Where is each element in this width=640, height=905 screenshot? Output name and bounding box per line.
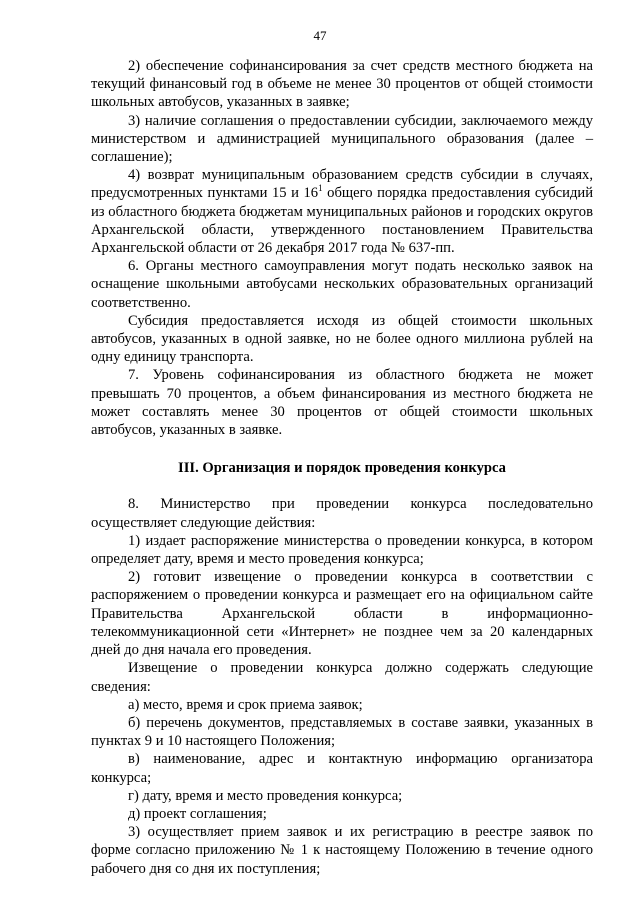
paragraph-ministry-actions: 8. Министерство при проведении конкурса последовательно осуществляет следующие действия: <box>91 496 593 531</box>
paragraph-subsidy-return-text-b: общего порядка предоставления субсидий из областного бюджета бюджетам муниципальных районов и городских округов Архангельской области, утвержденного постановлением Правительства Архангельской области от 26 декабря 2017 года № 637-пп. <box>91 185 594 257</box>
paragraph-subsidy-return-text-a: 4) возврат муниципальным образованием средств субсидии в случаях, предусмотренных пунктами 15 и 16 <box>91 167 593 202</box>
paragraph-subsidy-return <box>91 166 593 257</box>
list-item-b: б) перечень документов, представляемых в составе заявки, указанных в пунктах 9 и 10 настоящего Положения; <box>91 714 593 750</box>
paragraph-notice-contents: Извещение о проведении конкурса должно содержать следующие сведения: <box>91 660 593 695</box>
paragraph-agreement: 3) наличие соглашения о предоставлении субсидии, заключаемого между министерством и администрацией муниципального образования (далее – соглашение); <box>91 112 593 166</box>
paragraph-cofinancing-level: 7. Уровень софинансирования из областного бюджета не может превышать 70 процентов, а объем финансирования из местного бюджета не может составлять менее 30 процентов от общей стоимости школьных автобусов, указанных в заявке. <box>91 367 593 439</box>
footnote-superscript: 1 <box>318 183 323 194</box>
list-item-g: г) дату, время и место проведения конкурса; <box>128 787 403 804</box>
section-heading: III. Организация и порядок проведения конкурса <box>178 460 506 477</box>
paragraph-issues-order: 1) издает распоряжение министерства о проведении конкурса, в котором определяет дату, время и место проведения конкурса; <box>91 532 593 568</box>
page-number: 47 <box>313 28 327 43</box>
paragraph-prepares-notice: 2) готовит извещение о проведении конкурса в соответствии с распоряжением о проведении конкурса и размещает его на официальном сайте Правительства Архангельской области в информационно-телекоммуникационной сети «Интернет» не позднее чем за 20 календарных дней до дня начала его проведения. <box>91 569 593 659</box>
paragraph-accepts-applications: 3) осуществляет прием заявок и их регистрацию в реестре заявок по форме согласно приложению № 1 к настоящему Положению в течение одного рабочего дня со дня их поступления; <box>91 824 593 877</box>
list-item-d: д) проект соглашения; <box>128 805 267 822</box>
list-item-a: а) место, время и срок приема заявок; <box>128 696 363 713</box>
paragraph-multiple-applications: 6. Органы местного самоуправления могут подать несколько заявок на оснащение школьными автобусами нескольких образовательных организаций соответственно. <box>91 258 593 311</box>
document-body <box>91 57 593 878</box>
paragraph-subsidy-amount: Субсидия предоставляется исходя из общей стоимости школьных автобусов, указанных в одной заявке, но не более одного миллиона рублей на одну единицу транспорта. <box>91 312 593 366</box>
list-item-v: в) наименование, адрес и контактную информацию организатора конкурса; <box>91 751 593 786</box>
paragraph-cofinancing: 2) обеспечение софинансирования за счет средств местного бюджета на текущий финансовый год в объеме не менее 30 процентов от общей стоимости школьных автобусов, указанных в заявке; <box>91 58 593 111</box>
